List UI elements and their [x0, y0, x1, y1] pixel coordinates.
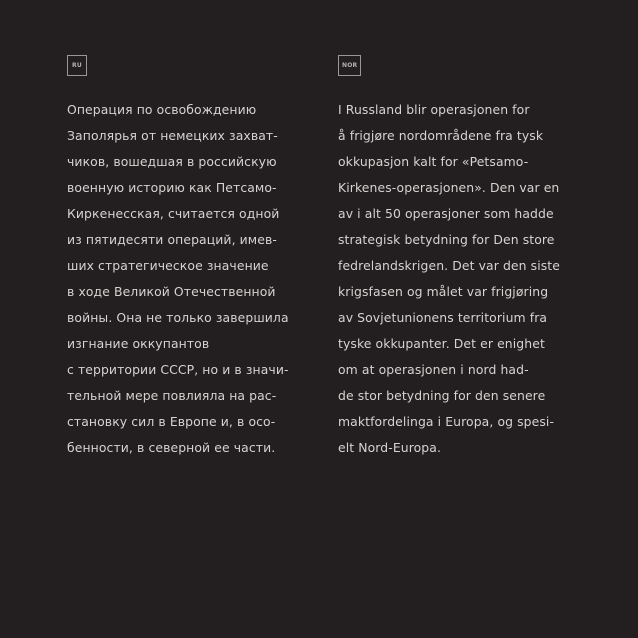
norwegian-text [338, 97, 583, 461]
text-line: становку сил в Европе и, в осо- [67, 414, 276, 429]
text-line: om at operasjonen i nord had- [338, 362, 529, 377]
russian-column [67, 52, 317, 461]
lang-badge-ru: RU [67, 55, 87, 76]
text-line: elt Nord-Europa. [338, 440, 442, 455]
text-line: I Russland blir operasjonen for [338, 102, 530, 117]
text-line: de stor betydning for den senere [338, 388, 546, 403]
text-line: с территории СССР, но и в значи- [67, 362, 289, 377]
text-line: в ходе Великой Отечественной [67, 284, 276, 299]
text-line: å frigjøre nordområdene fra tysk [338, 128, 544, 143]
text-line: Kirkenes-operasjonen». Den var en [338, 180, 560, 195]
text-line: Операция по освобождению [67, 102, 257, 117]
text-line: изгнание оккупантов [67, 336, 210, 351]
text-line: tyske okkupanter. Det er enighet [338, 336, 545, 351]
text-line: Заполярья от немецких захват- [67, 128, 278, 143]
text-line: военную историю как Петсамо- [67, 180, 277, 195]
norwegian-column [338, 52, 583, 461]
text-line: ших стратегическое значение [67, 258, 269, 273]
russian-text [67, 97, 317, 461]
text-line: fedrelandskrigen. Det var den siste [338, 258, 560, 273]
text-line: войны. Она не только завершила [67, 310, 289, 325]
text-line: из пятидесяти операций, имев- [67, 232, 277, 247]
text-line: Киркенесская, считается одной [67, 206, 280, 221]
text-line: okkupasjon kalt for «Petsamo- [338, 154, 529, 169]
text-line: тельной мере повлияла на рас- [67, 388, 277, 403]
text-line: krigsfasen og målet var frigjøring [338, 284, 549, 299]
text-line: av Sovjetunionens territorium fra [338, 310, 548, 325]
text-line: strategisk betydning for Den store [338, 232, 555, 247]
text-line: av i alt 50 operasjoner som hadde [338, 206, 554, 221]
text-line: maktfordelinga i Europa, og spesi- [338, 414, 555, 429]
text-line: чиков, вошедшая в российскую [67, 154, 277, 169]
lang-badge-nor: NOR [338, 55, 361, 76]
text-line: бенности, в северной ее части. [67, 440, 276, 455]
